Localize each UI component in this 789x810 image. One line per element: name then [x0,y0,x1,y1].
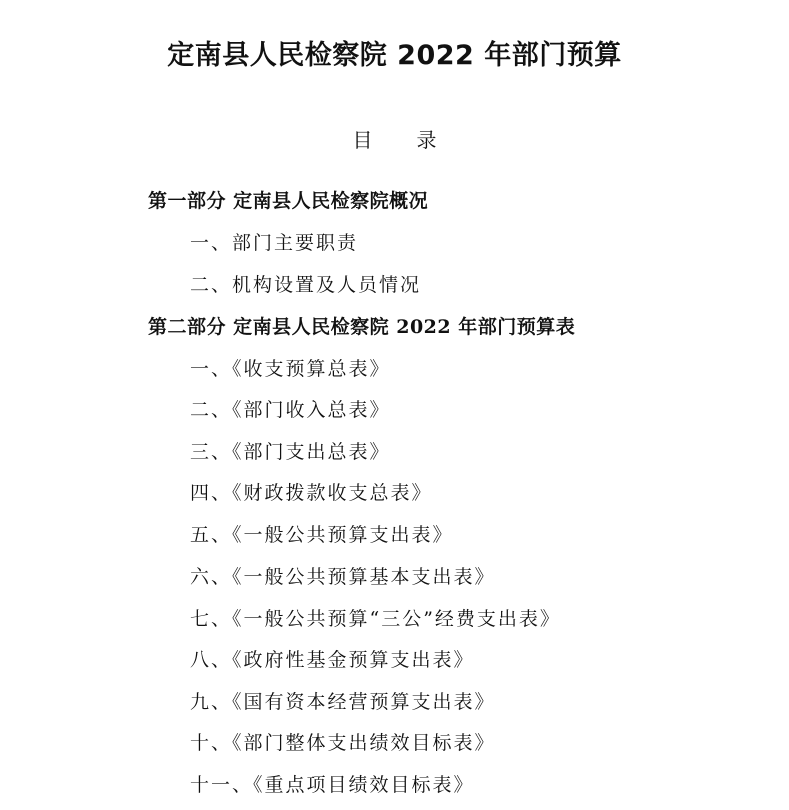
toc-part-1: 第一部分 定南县人民检察院概况 [148,190,429,212]
toc-item-2-2: 二、《部门收入总表》 [190,399,391,421]
toc-item-2-4: 四、《财政拨款收支总表》 [190,482,433,504]
toc-heading [0,124,789,156]
toc-item-2-8: 八、《政府性基金预算支出表》 [190,649,475,671]
toc-item-2-3: 三、《部门支出总表》 [190,441,391,463]
toc-item-2-10: 十、《部门整体支出绩效目标表》 [190,732,496,754]
toc-item-1-2: 二、机构设置及人员情况 [190,274,422,296]
toc-item-2-11: 十一、《重点项目绩效目标表》 [190,774,475,796]
toc-item-2-1: 一、《收支预算总表》 [190,358,391,380]
document-title: 定南县人民检察院 2022 年部门预算 [167,40,622,71]
toc-item-2-6: 六、《一般公共预算基本支出表》 [190,566,496,588]
toc-item-2-7: 七、《一般公共预算“三公”经费支出表》 [190,608,561,630]
toc-heading-char-2: 录 [416,128,437,152]
toc-part-2: 第二部分 定南县人民检察院 2022 年部门预算表 [148,316,576,338]
toc-item-2-5: 五、《一般公共预算支出表》 [190,524,454,546]
toc-item-2-9: 九、《国有资本经营预算支出表》 [190,691,496,713]
toc-heading-char-1: 目 [352,128,373,152]
toc-item-1-1: 一、部门主要职责 [190,232,359,254]
